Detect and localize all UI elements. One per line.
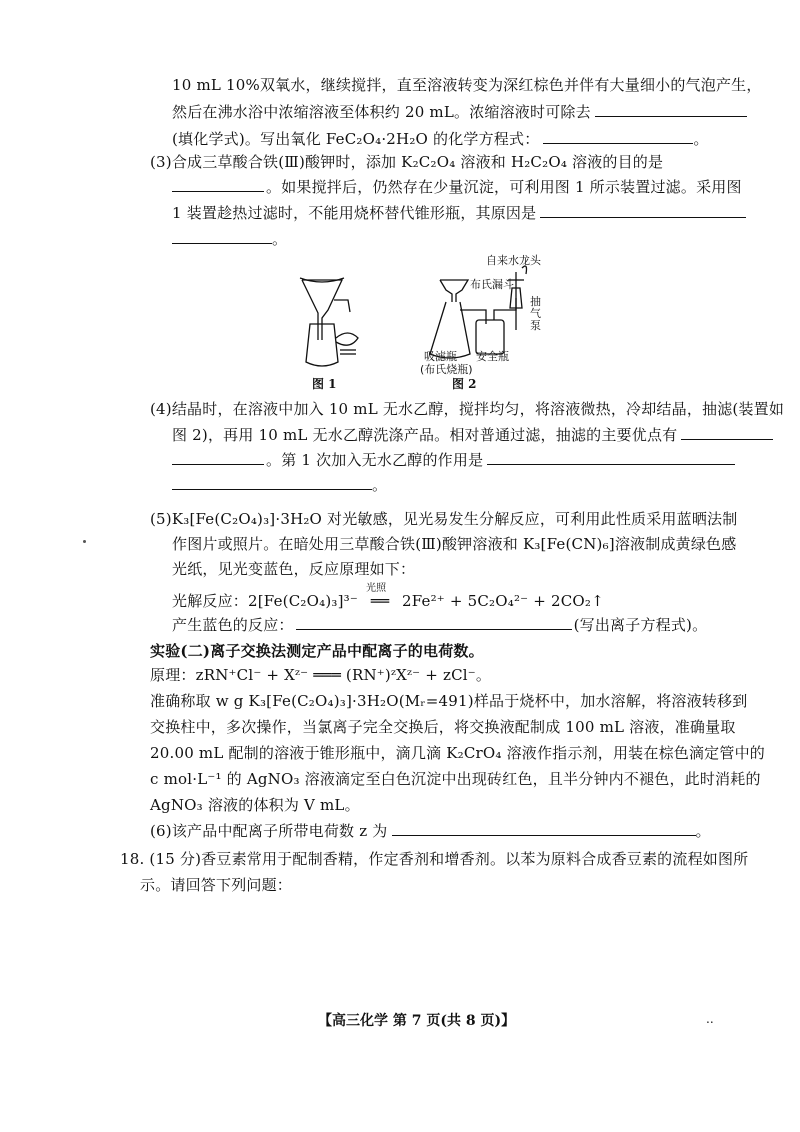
q3-line-1	[150, 151, 663, 173]
experiment-2-heading: 实验(二)离子交换法测定产品中配离子的电荷数。	[150, 642, 484, 660]
label-buchner-flask: (布氏烧瓶)	[420, 363, 473, 376]
answer-blank-purpose[interactable]	[172, 177, 264, 192]
answer-blank-oxidation-equation[interactable]	[543, 129, 693, 144]
q3-line-4-end: 。	[272, 230, 288, 248]
q5-line-3: 光纸，见光变蓝色，反应原理如下：	[172, 560, 416, 578]
principle-line: 原理：zRN⁺Cl⁻ + Xᶻ⁻ ═══ (RN⁺)ᶻXᶻ⁻ + zCl⁻。	[150, 666, 492, 684]
q6-text: (6)该产品中配离子所带电荷数 z 为	[150, 822, 388, 840]
q18-line-2: 示。请回答下列问题：	[140, 876, 293, 894]
funnel-icon	[302, 280, 342, 340]
figure-2-caption: 图 2	[452, 377, 477, 391]
label-aspirator-pump: 抽气泵	[530, 295, 541, 332]
heating-vessel-icon	[336, 333, 358, 345]
answer-blank-reason-cont[interactable]	[172, 229, 272, 244]
condition-light: 光照	[365, 583, 387, 594]
q4-line-4	[172, 474, 387, 496]
q4-line-4-end: 。	[372, 476, 388, 494]
q4-line-2	[172, 424, 773, 446]
text-line-3	[172, 128, 709, 150]
buchner-funnel-icon	[440, 280, 468, 302]
reaction-condition-arrow: 光照 ══	[358, 590, 402, 612]
blue-reaction-label: 产生蓝色的反应：	[172, 616, 294, 634]
answer-blank-blue-reaction[interactable]	[296, 615, 572, 630]
q3-line-4	[172, 228, 287, 250]
q6-end: 。	[695, 822, 711, 840]
photolysis-equation	[172, 583, 604, 612]
footer-marks: ..	[706, 1012, 714, 1026]
text-line-2	[172, 101, 747, 123]
answer-blank-suction-advantage[interactable]	[681, 425, 773, 440]
q4-line-3-text: 。第 1 次加入无水乙醇的作用是	[266, 451, 484, 469]
q3-line-2	[172, 176, 742, 198]
q4-line-3	[172, 449, 735, 471]
procedure-line-5: AgNO₃ 溶液的体积为 V mL。	[150, 796, 360, 814]
q18-line-1: 18. (15 分)香豆素常用于配制香精，作定香剂和增香剂。以苯为原料合成香豆素的流程如图所	[120, 850, 749, 868]
procedure-line-1: 准确称取 w g K₃[Fe(C₂O₄)₃]·3H₂O(Mᵣ=491)样品于烧杯中，加水溶解，将溶液转移到	[150, 692, 748, 710]
answer-blank-charge-z[interactable]	[392, 821, 696, 836]
answer-blank-removable[interactable]	[595, 102, 747, 117]
text-line-3-main: (填化学式)。写出氧化 FeC₂O₄·2H₂O 的化学方程式：	[172, 130, 540, 148]
answer-blank-ethanol-role-cont[interactable]	[172, 475, 372, 490]
q5-line-1: (5)K₃[Fe(C₂O₄)₃]·3H₂O 对光敏感，见光易发生分解反应，可利用此性质采用蓝晒法制	[150, 510, 738, 528]
scan-speck	[83, 540, 86, 543]
label-buchner-funnel: 布氏漏斗	[470, 278, 514, 291]
q3-line-3-text: 1 装置趁热过滤时，不能用烧杯替代锥形瓶，其原因是	[172, 204, 537, 222]
q4-line-2-text: 图 2)，再用 10 mL 无水乙醇洗涤产品。相对普通过滤，抽滤的主要优点有	[172, 426, 678, 444]
q3-line-2-text: 。如果搅拌后，仍然存在少量沉淀，可利用图 1 所示装置过滤。采用图	[266, 178, 742, 196]
answer-blank-ethanol-role[interactable]	[487, 450, 735, 465]
page-footer: 【高三化学 第 7 页(共 8 页)】	[318, 1013, 516, 1029]
blue-reaction-line	[172, 614, 707, 636]
label-suction-flask: 吸滤瓶	[424, 350, 457, 363]
procedure-line-3: 20.00 mL 配制的溶液于锥形瓶中，滴几滴 K₂CrO₄ 溶液作指示剂，用装在棕色滴定管中的	[150, 744, 765, 762]
q5-line-2: 作图片或照片。在暗处用三草酸合铁(Ⅲ)酸钾溶液和 K₃[Fe(CN)₆]溶液制成黄绿色感	[172, 535, 737, 553]
blue-reaction-hint: (写出离子方程式)。	[573, 616, 708, 634]
text-line-3-end: 。	[693, 130, 709, 148]
photolysis-products: 2Fe²⁺ + 5C₂O₄²⁻ + 2CO₂↑	[401, 592, 604, 610]
procedure-line-4: c mol·L⁻¹ 的 AgNO₃ 溶液滴定至白色沉淀中出现砖红色，且半分钟内不褪色，此时消耗的	[150, 770, 761, 788]
label-safety-bottle: 安全瓶	[476, 350, 509, 363]
figure-1-caption: 图 1	[312, 377, 337, 391]
answer-blank-reason[interactable]	[540, 203, 746, 218]
q6-line	[150, 820, 711, 842]
procedure-line-2: 交换柱中，多次操作，当氯离子完全交换后，将交换液配制成 100 mL 溶液，准确量取	[150, 718, 736, 736]
q3-text: (3)合成三草酸合铁(Ⅲ)酸钾时，添加 K₂C₂O₄ 溶液和 H₂C₂O₄ 溶液的目的是	[150, 153, 664, 171]
answer-blank-suction-advantage-cont[interactable]	[172, 450, 264, 465]
q4-line-1: (4)结晶时，在溶液中加入 10 mL 无水乙醇，搅拌均匀，将溶液微热，冷却结晶，抽滤(装置如	[150, 400, 785, 418]
photolysis-reactant: 光解反应：2[Fe(C₂O₄)₃]³⁻	[172, 592, 358, 610]
label-faucet: 自来水龙头	[486, 254, 541, 267]
hot-filtration-apparatus	[300, 278, 358, 366]
text-line-2-main: 然后在沸水浴中浓缩溶液至体积约 20 mL。浓缩溶液时可除去	[172, 103, 591, 121]
text-line-1: 10 mL 10%双氧水，继续搅拌，直至溶液转变为深红棕色并伴有大量细小的气泡产生，	[172, 76, 762, 94]
q3-line-3	[172, 202, 746, 224]
